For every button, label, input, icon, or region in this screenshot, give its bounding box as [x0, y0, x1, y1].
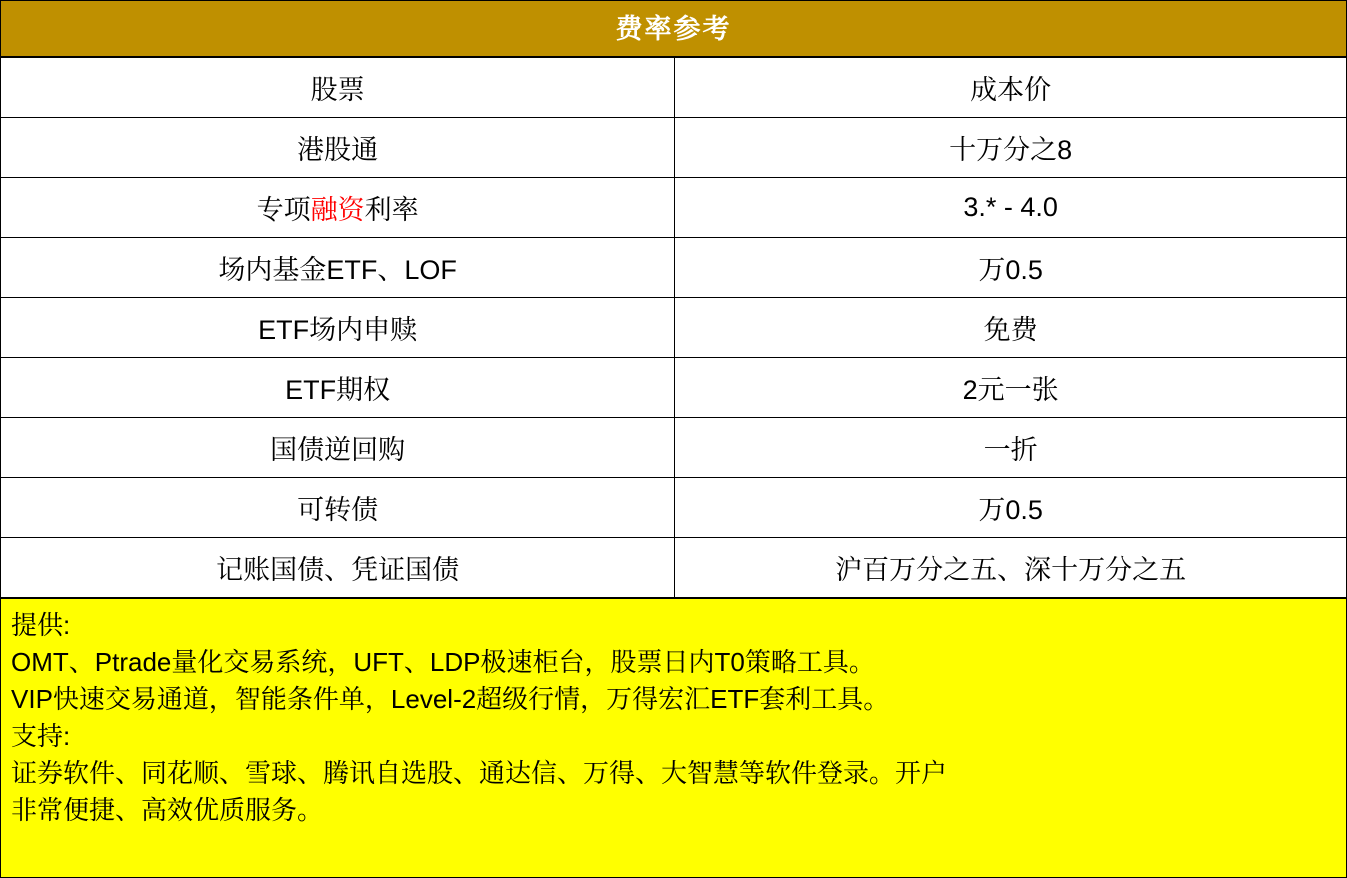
fee-table — [0, 57, 1347, 598]
row-value: 3.* - 4.0 — [675, 178, 1347, 238]
table-row — [1, 418, 1347, 478]
notes-line: 非常便捷、高效优质服务。 — [11, 795, 324, 825]
row-value: 十万分之8 — [675, 118, 1347, 178]
row-label-highlight: 融资 — [310, 195, 365, 225]
row-value: 万0.5 — [675, 478, 1347, 538]
notes-line: 提供: — [11, 610, 71, 640]
row-value: 沪百万分之五、深十万分之五 — [675, 538, 1347, 598]
table-row — [1, 538, 1347, 598]
notes-line: VIP快速交易通道，智能条件单，Level-2超级行情，万得宏汇ETF套利工具。 — [11, 684, 890, 714]
row-label: 国债逆回购 — [1, 418, 675, 478]
row-value: 2元一张 — [675, 358, 1347, 418]
row-label-pre: 专项 — [256, 195, 311, 225]
notes-panel — [0, 598, 1347, 878]
notes-line: 支持: — [11, 721, 71, 751]
row-label: 港股通 — [1, 118, 675, 178]
column-header-cost: 成本价 — [675, 58, 1347, 118]
column-header-stock: 股票 — [1, 58, 675, 118]
row-value: 万0.5 — [675, 238, 1347, 298]
row-label: ETF场内申赎 — [1, 298, 675, 358]
row-label: ETF期权 — [1, 358, 675, 418]
notes-line: OMT、Ptrade量化交易系统，UFT、LDP极速柜台，股票日内T0策略工具。 — [11, 647, 875, 677]
row-label-post: 利率 — [364, 195, 419, 225]
page-title: 费率参考 — [0, 0, 1347, 57]
row-value: 免费 — [675, 298, 1347, 358]
row-label: 记账国债、凭证国债 — [1, 538, 675, 598]
row-label: 可转债 — [1, 478, 675, 538]
table-row — [1, 478, 1347, 538]
notes-line: 证券软件、同花顺、雪球、腾讯自选股、通达信、万得、大智慧等软件登录。开户 — [11, 758, 948, 788]
table-row — [1, 298, 1347, 358]
row-label: 场内基金ETF、LOF — [1, 238, 675, 298]
row-label — [1, 178, 675, 238]
table-row — [1, 238, 1347, 298]
row-value: 一折 — [675, 418, 1347, 478]
table-row — [1, 178, 1347, 238]
table-row — [1, 118, 1347, 178]
table-header-row — [1, 58, 1347, 118]
table-row — [1, 358, 1347, 418]
